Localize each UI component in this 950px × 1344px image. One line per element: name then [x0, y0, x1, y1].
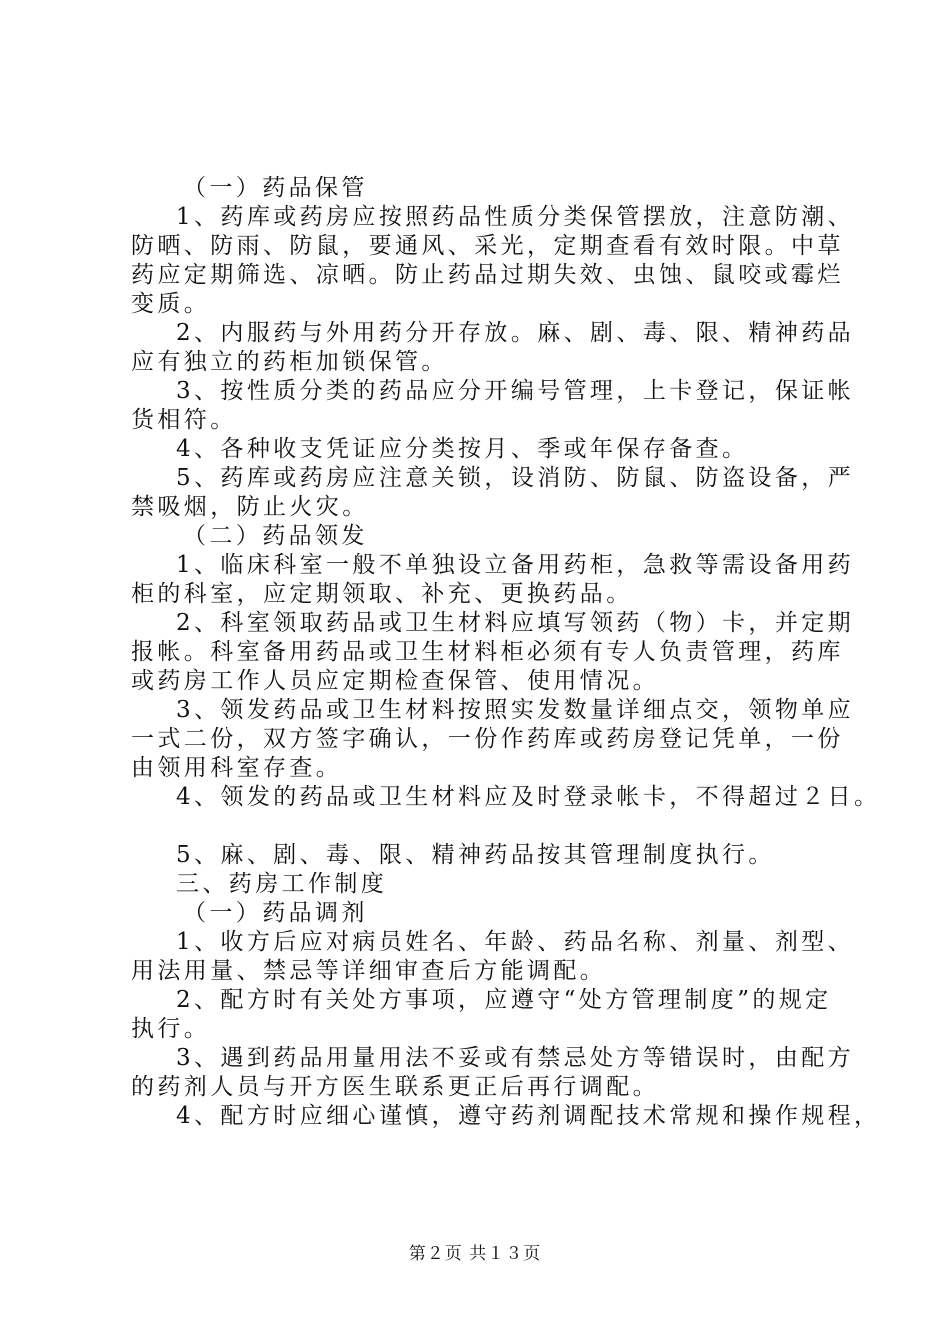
text-line: （一）药品调剂	[183, 900, 368, 926]
text-line: 报帐。科室备用药品或卫生材料柜必须有专人负责管理，药库	[131, 639, 844, 665]
text-line: （二）药品领发	[183, 523, 368, 549]
text-line: 的药剂人员与开方医生联系更正后再行调配。	[131, 1074, 659, 1100]
text-line: 一式二份，双方签字确认，一份作药库或药房登记凭单，一份	[131, 726, 844, 752]
text-line: 2、科室领取药品或卫生材料应填写领药（物）卡，并定期	[176, 610, 855, 636]
text-line: （一）药品保管	[183, 175, 368, 201]
text-line: 药应定期筛选、凉晒。防止药品过期失效、虫蚀、鼠咬或霉烂	[131, 262, 844, 288]
text-line: 1、收方后应对病员姓名、年龄、药品名称、剂量、剂型、	[176, 929, 855, 955]
document-body	[131, 174, 881, 1131]
text-line	[131, 812, 851, 841]
text-line: 货相符。	[131, 407, 237, 433]
text-line: 4、各种收支凭证应分类按月、季或年保存备查。	[176, 436, 749, 462]
text-line: 执行。	[131, 1016, 211, 1042]
text-line: 禁吸烟，防止火灾。	[131, 494, 369, 520]
text-line: 变质。	[131, 291, 211, 317]
text-line: 2、配方时有关处方事项，应遵守“处方管理制度”的规定	[176, 987, 832, 1013]
text-line: 用法用量、禁忌等详细审查后方能调配。	[131, 958, 607, 984]
text-line: 1、临床科室一般不单独设立备用药柜，急救等需设备用药	[176, 552, 855, 578]
text-line: 三、药房工作制度	[176, 871, 388, 897]
text-line: 防晒、防雨、防鼠，要通风、采光，定期查看有效时限。中草	[131, 233, 844, 259]
text-line: 4、领发的药品或卫生材料应及时登录帐卡，不得超过２日。	[176, 784, 881, 810]
text-line: 5、药库或药房应注意关锁，设消防、防鼠、防盗设备，严	[176, 465, 855, 491]
text-line: 柜的科室，应定期领取、补充、更换药品。	[131, 581, 633, 607]
text-line: 3、领发药品或卫生材料按照实发数量详细点交，领物单应	[176, 697, 855, 723]
text-line: 2、内服药与外用药分开存放。麻、剧、毒、限、精神药品	[176, 320, 855, 346]
text-line: 5、麻、剧、毒、限、精神药品按其管理制度执行。	[176, 842, 775, 868]
text-line: 1、药库或药房应按照药品性质分类保管摆放，注意防潮、	[176, 204, 855, 230]
text-line: 或药房工作人员应定期检查保管、使用情况。	[131, 668, 659, 694]
page-footer: 第２页 共１３页	[408, 1244, 542, 1264]
text-line: 4、配方时应细心谨慎，遵守药剂调配技术常规和操作规程，	[176, 1103, 881, 1129]
text-line: 3、遇到药品用量用法不妥或有禁忌处方等错误时，由配方	[176, 1045, 855, 1071]
text-line: 应有独立的药柜加锁保管。	[131, 349, 448, 375]
text-line: 由领用科室存查。	[131, 755, 343, 781]
text-line: 3、按性质分类的药品应分开编号管理，上卡登记，保证帐	[176, 378, 855, 404]
